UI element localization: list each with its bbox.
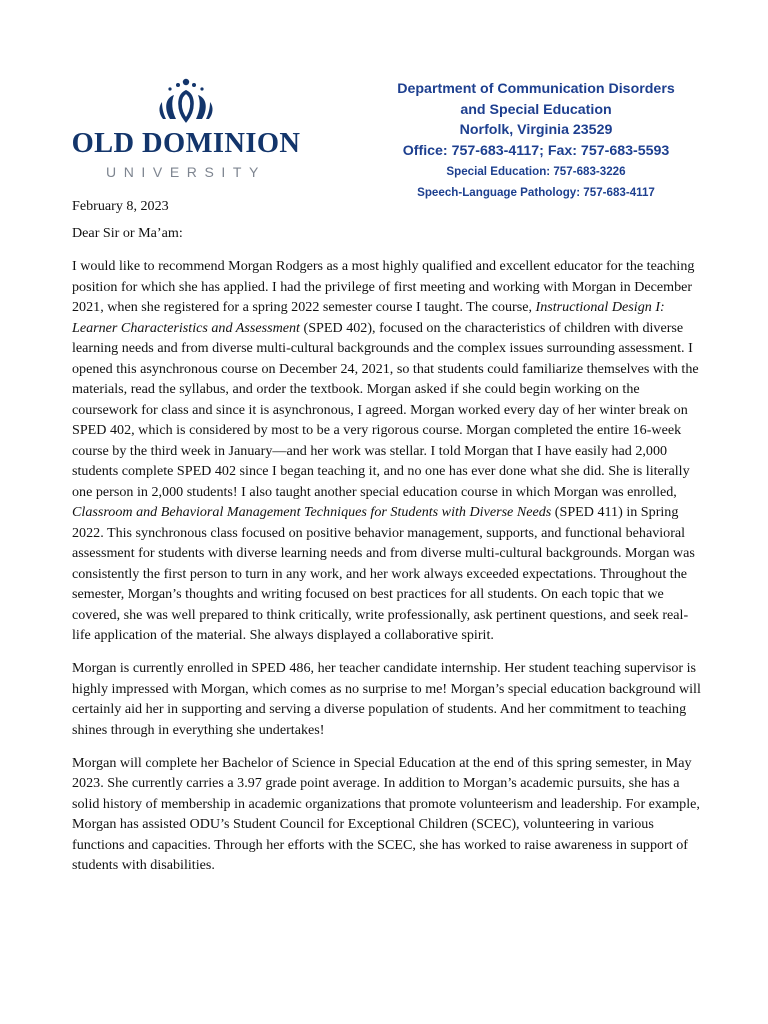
course-title-sped-402: Instructional Design I: Learner Characteristics and Assessment: [72, 299, 665, 336]
letter-date: February 8, 2023: [72, 198, 169, 214]
crown-icon: [156, 78, 216, 124]
paragraph-3: Morgan will complete her Bachelor of Science in Special Education at the end of this spring semester, in May 2023. She currently carries a 3.97 grade point average. In addition to Morgan’s academic pursuits, she has a solid history of membership in academic organizations that promote volunteerism and leadership. For example, Morgan has assisted ODU’s Student Council for Exceptional Children (SCEC), volunteering in various functions and capacities. Through her efforts with the SCEC, she has worked to raise awareness in support of students with disabilities.: [72, 754, 700, 873]
course-title-sped-411: Classroom and Behavioral Management Techniques for Students with Diverse Needs: [72, 504, 552, 520]
paragraph-1: [72, 256, 702, 646]
paragraph-1-text-c: (SPED 411) in Spring 2022. This synchronous class focused on positive behavior management, supports, and functional behavioral assessment for students with diverse learning needs and from diverse multi-cultural backgrounds. Morgan was consistently the first person to turn in any work, and her work always exceeded expectations. Throughout the semester, Morgan’s thoughts and writing focused on best practices for all students. On each topic that we covered, she was well prepared to think critically, write professionally, ask pertinent questions, and seek real-life application of the material. She always displayed a collaborative spirit.: [72, 504, 695, 643]
paragraph-1-text-b: (SPED 402), focused on the characteristics of children with diverse learning needs and from diverse multi-cultural backgrounds and the complex issues surrounding assessment. I opened this asynchronous course on December 24, 2021, so that students could familiarize themselves with the materials, read the syllabus, and order the textbook. Morgan asked if she could begin working on the coursework for class and since it is asynchronous, I agreed. Morgan worked every day of her winter break on SPED 402, which is considered by most to be a very rigorous course. Morgan completed the entire 16-week course by the third week in January—and her work was stellar. I told Morgan that I have easily had 2,000 students complete SPED 402 since I began teaching it, and no one has ever done what she did. She is literally one person in 2,000 students! I also taught another special education course in which Morgan was enrolled,: [72, 319, 699, 500]
letter-salutation: Dear Sir or Ma’am:: [72, 224, 183, 241]
university-logo: [70, 78, 302, 184]
logo-wordmark: OLD DOMINION: [71, 128, 301, 159]
department-name-line1: Department of Communication Disorders: [397, 81, 675, 97]
letter-body: [72, 196, 702, 888]
letterhead: [366, 79, 706, 203]
paragraph-1-text-a: I would like to recommend Morgan Rodgers as a most highly qualified and excellent educator for the teaching position for which she has applied. I had the privilege of first meeting and working with Morgan in December 2021, when she registered for a spring 2022 semester course I taught. The course,: [72, 258, 695, 315]
paragraph-2: Morgan is currently enrolled in SPED 486, her teacher candidate internship. Her student teaching supervisor is highly impressed with Morgan, which comes as no surprise to me! Morgan’s special education background will certainly aid her in supporting and serving a diverse population of students. And her commitment to teaching shines through in everything she undertakes!: [72, 660, 701, 738]
department-address: Norfolk, Virginia 23529: [459, 122, 613, 138]
logo-subtitle: UNIVERSITY: [105, 164, 266, 180]
department-name-line2: and Special Education: [460, 101, 612, 118]
speech-language-phone: Speech-Language Pathology: 757-683-4117: [417, 186, 655, 199]
special-education-phone: Special Education: 757-683-3226: [446, 165, 626, 178]
department-phone-fax: Office: 757-683-4117; Fax: 757-683-5593: [402, 142, 670, 159]
